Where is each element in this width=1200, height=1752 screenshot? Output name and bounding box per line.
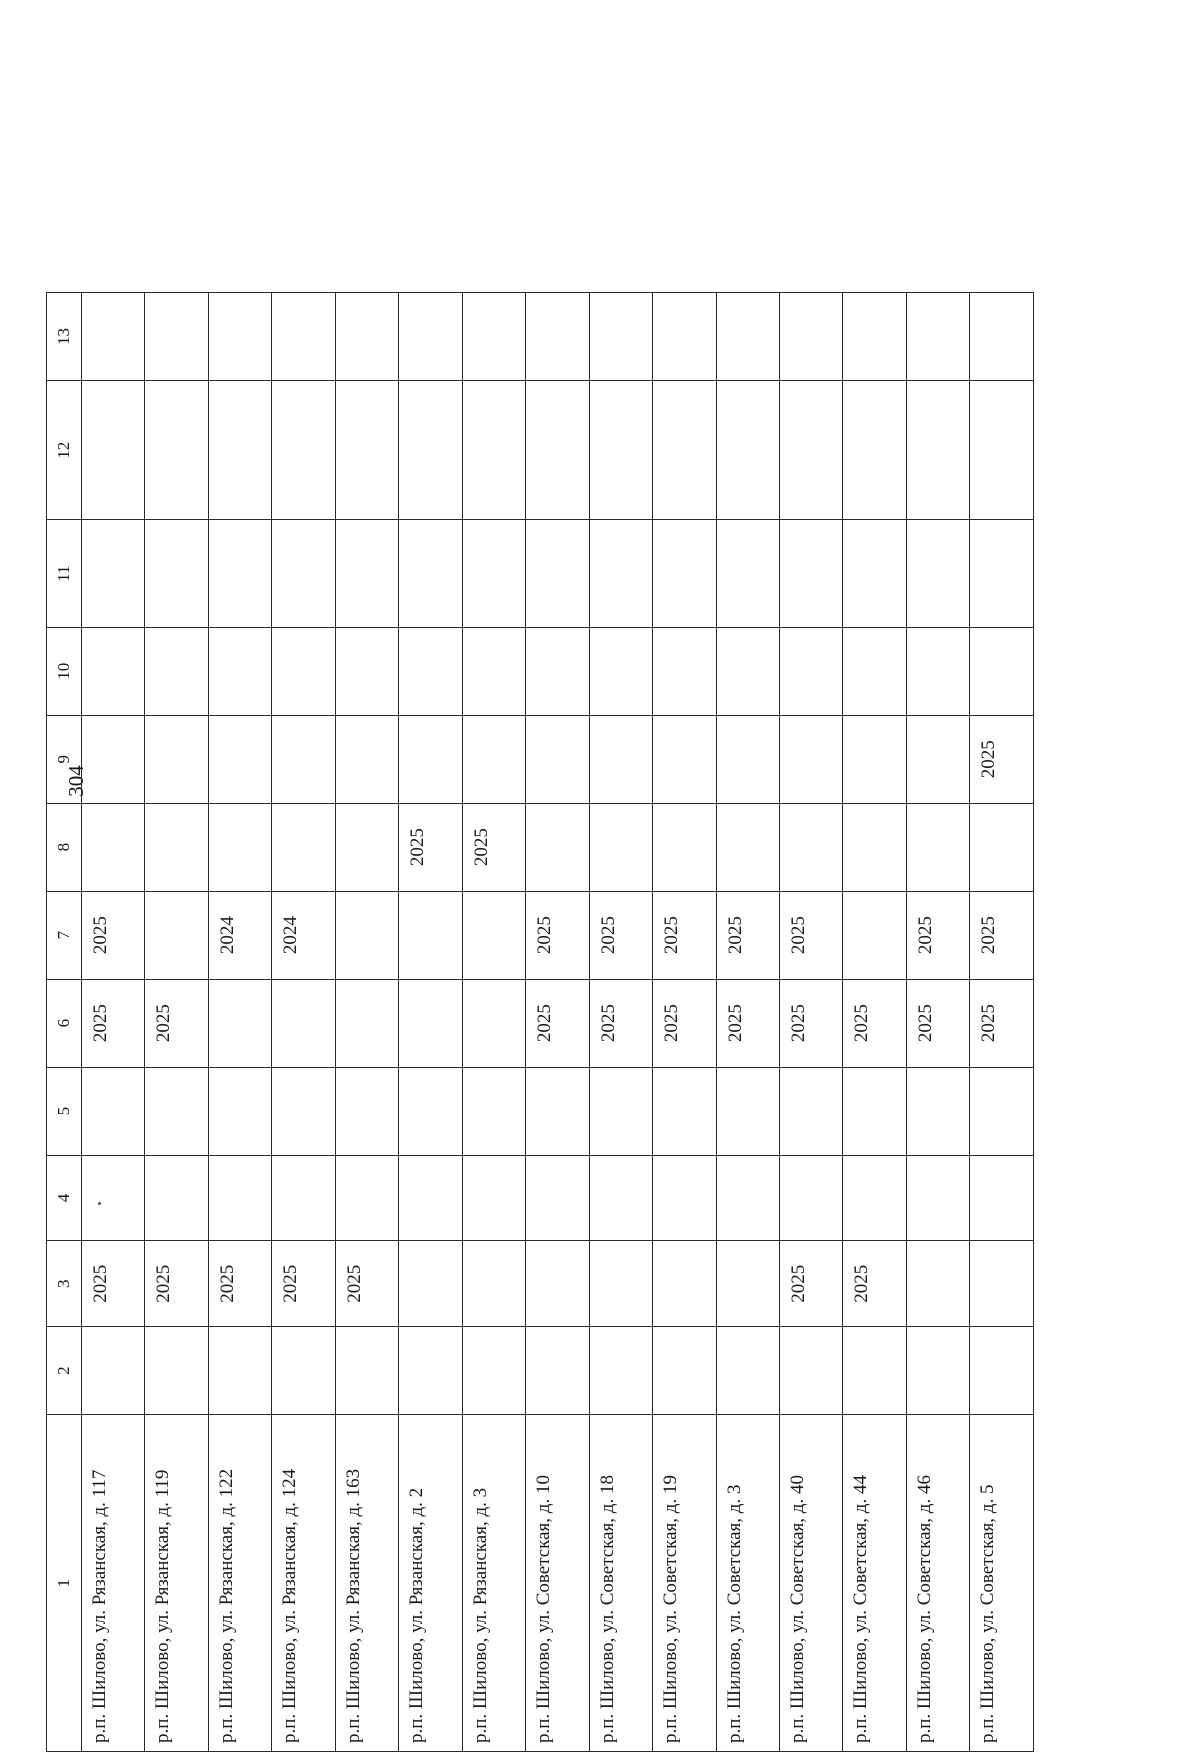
header-row <box>47 293 82 1752</box>
year-cell-col-13 <box>906 293 969 381</box>
year-cell-col-11 <box>589 520 652 627</box>
year-cell-col-8 <box>653 803 716 891</box>
table-row <box>526 293 589 1752</box>
address-cell: р.п. Шилово, ул. Рязанская, д. 163 <box>335 1415 398 1752</box>
year-cell-col-10 <box>843 627 906 715</box>
column-header-3: 3 <box>47 1241 82 1327</box>
year-cell-col-2 <box>399 1327 462 1415</box>
year-cell-col-9 <box>335 715 398 803</box>
year-cell-col-12 <box>208 381 271 520</box>
year-cell-col-11 <box>145 520 208 627</box>
year-cell-col-12 <box>906 381 969 520</box>
year-cell-col-10 <box>399 627 462 715</box>
year-cell-col-13 <box>716 293 779 381</box>
year-cell-col-9 <box>82 715 145 803</box>
table-row <box>208 293 271 1752</box>
year-cell-col-6: 2025 <box>82 979 145 1067</box>
year-cell-col-3 <box>589 1241 652 1327</box>
year-cell-col-5 <box>653 1067 716 1155</box>
year-cell-col-11 <box>82 520 145 627</box>
year-cell-col-4 <box>653 1155 716 1241</box>
year-cell-col-8: 2025 <box>399 803 462 891</box>
year-cell-col-2 <box>906 1327 969 1415</box>
year-cell-col-6 <box>208 979 271 1067</box>
year-cell-col-5 <box>970 1067 1034 1155</box>
year-cell-col-7: 2025 <box>589 891 652 979</box>
column-header-12: 12 <box>47 381 82 520</box>
address-cell: р.п. Шилово, ул. Советская, д. 44 <box>843 1415 906 1752</box>
year-cell-col-3: 2025 <box>145 1241 208 1327</box>
year-cell-col-4 <box>526 1155 589 1241</box>
year-cell-col-2 <box>208 1327 271 1415</box>
year-cell-col-3 <box>526 1241 589 1327</box>
address-cell: р.п. Шилово, ул. Советская, д. 5 <box>970 1415 1034 1752</box>
year-cell-col-3 <box>716 1241 779 1327</box>
year-cell-col-7: 2025 <box>906 891 969 979</box>
year-cell-col-8 <box>526 803 589 891</box>
year-cell-col-10 <box>526 627 589 715</box>
year-cell-col-3: 2025 <box>272 1241 335 1327</box>
year-cell-col-12 <box>779 381 842 520</box>
year-cell-col-3: 2025 <box>208 1241 271 1327</box>
year-cell-col-13 <box>272 293 335 381</box>
table-row <box>399 293 462 1752</box>
year-cell-col-4 <box>589 1155 652 1241</box>
year-cell-col-6: 2025 <box>526 979 589 1067</box>
year-cell-col-2 <box>843 1327 906 1415</box>
year-cell-col-3 <box>653 1241 716 1327</box>
year-cell-col-11 <box>653 520 716 627</box>
column-header-2: 2 <box>47 1327 82 1415</box>
table-row <box>272 293 335 1752</box>
year-cell-col-11 <box>716 520 779 627</box>
year-cell-col-11 <box>335 520 398 627</box>
year-cell-col-8 <box>716 803 779 891</box>
year-cell-col-8 <box>335 803 398 891</box>
address-cell: р.п. Шилово, ул. Рязанская, д. 117 <box>82 1415 145 1752</box>
year-cell-col-5 <box>843 1067 906 1155</box>
year-cell-col-13 <box>589 293 652 381</box>
year-cell-col-11 <box>843 520 906 627</box>
year-cell-col-13 <box>145 293 208 381</box>
year-cell-col-10 <box>462 627 525 715</box>
year-cell-col-12 <box>526 381 589 520</box>
address-cell: р.п. Шилово, ул. Советская, д. 19 <box>653 1415 716 1752</box>
column-header-1: 1 <box>47 1415 82 1752</box>
year-cell-col-12 <box>82 381 145 520</box>
year-cell-col-12 <box>653 381 716 520</box>
year-cell-col-4 <box>82 1155 145 1241</box>
year-cell-col-5 <box>145 1067 208 1155</box>
year-cell-col-2 <box>526 1327 589 1415</box>
year-cell-col-10 <box>272 627 335 715</box>
address-cell: р.п. Шилово, ул. Рязанская, д. 124 <box>272 1415 335 1752</box>
year-cell-col-5 <box>779 1067 842 1155</box>
year-cell-col-13 <box>653 293 716 381</box>
table-row <box>145 293 208 1752</box>
year-cell-col-13 <box>526 293 589 381</box>
year-cell-col-9 <box>716 715 779 803</box>
year-cell-col-13 <box>335 293 398 381</box>
year-cell-col-2 <box>653 1327 716 1415</box>
schedule-table <box>46 292 1034 1752</box>
year-cell-col-6 <box>462 979 525 1067</box>
column-header-11: 11 <box>47 520 82 627</box>
year-cell-col-11 <box>906 520 969 627</box>
table-row <box>335 293 398 1752</box>
year-cell-col-12 <box>462 381 525 520</box>
year-cell-col-12 <box>335 381 398 520</box>
year-cell-col-3 <box>906 1241 969 1327</box>
year-cell-col-8 <box>970 803 1034 891</box>
year-cell-col-7: 2024 <box>208 891 271 979</box>
year-cell-col-3 <box>399 1241 462 1327</box>
year-cell-col-3: 2025 <box>335 1241 398 1327</box>
address-cell: р.п. Шилово, ул. Советская, д. 3 <box>716 1415 779 1752</box>
year-cell-col-4 <box>335 1155 398 1241</box>
column-header-4: 4 <box>47 1155 82 1241</box>
address-cell: р.п. Шилово, ул. Рязанская, д. 2 <box>399 1415 462 1752</box>
year-cell-col-7: 2025 <box>779 891 842 979</box>
year-cell-col-6 <box>399 979 462 1067</box>
year-cell-col-13 <box>462 293 525 381</box>
year-cell-col-13 <box>970 293 1034 381</box>
year-cell-col-10 <box>335 627 398 715</box>
year-cell-col-4 <box>906 1155 969 1241</box>
column-header-9: 9 <box>47 715 82 803</box>
year-cell-col-6: 2025 <box>716 979 779 1067</box>
year-cell-col-6: 2025 <box>589 979 652 1067</box>
year-cell-col-13 <box>843 293 906 381</box>
year-cell-col-8 <box>843 803 906 891</box>
year-cell-col-13 <box>399 293 462 381</box>
address-cell: р.п. Шилово, ул. Советская, д. 46 <box>906 1415 969 1752</box>
year-cell-col-9: 2025 <box>970 715 1034 803</box>
table-body <box>82 293 1034 1752</box>
address-cell: р.п. Шилово, ул. Рязанская, д. 122 <box>208 1415 271 1752</box>
year-cell-col-9 <box>462 715 525 803</box>
year-cell-col-13 <box>779 293 842 381</box>
year-cell-col-12 <box>272 381 335 520</box>
year-cell-col-10 <box>145 627 208 715</box>
column-header-5: 5 <box>47 1067 82 1155</box>
address-cell: р.п. Шилово, ул. Советская, д. 10 <box>526 1415 589 1752</box>
year-cell-col-9 <box>779 715 842 803</box>
year-cell-col-3: 2025 <box>779 1241 842 1327</box>
year-cell-col-5 <box>208 1067 271 1155</box>
year-cell-col-5 <box>399 1067 462 1155</box>
table-container <box>46 292 1034 1752</box>
address-cell: р.п. Шилово, ул. Советская, д. 18 <box>589 1415 652 1752</box>
year-cell-col-7 <box>462 891 525 979</box>
year-cell-col-2 <box>589 1327 652 1415</box>
year-cell-col-5 <box>82 1067 145 1155</box>
year-cell-col-8: 2025 <box>462 803 525 891</box>
year-cell-col-7: 2025 <box>970 891 1034 979</box>
table-row <box>906 293 969 1752</box>
year-cell-col-2 <box>272 1327 335 1415</box>
year-cell-col-5 <box>716 1067 779 1155</box>
year-cell-col-4 <box>145 1155 208 1241</box>
year-cell-col-7: 2025 <box>82 891 145 979</box>
year-cell-col-4 <box>208 1155 271 1241</box>
year-cell-col-6 <box>335 979 398 1067</box>
year-cell-col-2 <box>462 1327 525 1415</box>
year-cell-col-8 <box>906 803 969 891</box>
table-row <box>589 293 652 1752</box>
column-header-6: 6 <box>47 979 82 1067</box>
page-number: 304 <box>64 765 88 797</box>
year-cell-col-7: 2025 <box>526 891 589 979</box>
year-cell-col-6: 2025 <box>145 979 208 1067</box>
table-row <box>462 293 525 1752</box>
year-cell-col-4 <box>272 1155 335 1241</box>
year-cell-col-8 <box>145 803 208 891</box>
year-cell-col-11 <box>779 520 842 627</box>
table-row <box>653 293 716 1752</box>
table-row <box>970 293 1034 1752</box>
year-cell-col-6: 2025 <box>906 979 969 1067</box>
year-cell-col-3 <box>970 1241 1034 1327</box>
year-cell-col-10 <box>208 627 271 715</box>
year-cell-col-9 <box>145 715 208 803</box>
year-cell-col-7: 2024 <box>272 891 335 979</box>
column-header-10: 10 <box>47 627 82 715</box>
address-cell: р.п. Шилово, ул. Рязанская, д. 3 <box>462 1415 525 1752</box>
year-cell-col-10 <box>779 627 842 715</box>
year-cell-col-9 <box>399 715 462 803</box>
year-cell-col-11 <box>272 520 335 627</box>
year-cell-col-4 <box>462 1155 525 1241</box>
year-cell-col-8 <box>779 803 842 891</box>
address-cell: р.п. Шилово, ул. Советская, д. 40 <box>779 1415 842 1752</box>
column-header-7: 7 <box>47 891 82 979</box>
year-cell-col-12 <box>399 381 462 520</box>
year-cell-col-5 <box>906 1067 969 1155</box>
year-cell-col-2 <box>335 1327 398 1415</box>
year-cell-col-5 <box>272 1067 335 1155</box>
year-cell-col-9 <box>653 715 716 803</box>
year-cell-col-13 <box>82 293 145 381</box>
year-cell-col-3: 2025 <box>82 1241 145 1327</box>
year-cell-col-7 <box>335 891 398 979</box>
year-cell-col-6: 2025 <box>843 979 906 1067</box>
year-cell-col-11 <box>399 520 462 627</box>
year-cell-col-5 <box>462 1067 525 1155</box>
year-cell-col-6: 2025 <box>779 979 842 1067</box>
year-cell-col-8 <box>589 803 652 891</box>
year-cell-col-7: 2025 <box>653 891 716 979</box>
year-cell-col-10 <box>82 627 145 715</box>
year-cell-col-5 <box>589 1067 652 1155</box>
column-header-13: 13 <box>47 293 82 381</box>
year-cell-col-4 <box>970 1155 1034 1241</box>
year-cell-col-13 <box>208 293 271 381</box>
year-cell-col-12 <box>970 381 1034 520</box>
year-cell-col-10 <box>716 627 779 715</box>
year-cell-col-4 <box>716 1155 779 1241</box>
year-cell-col-6: 2025 <box>970 979 1034 1067</box>
column-header-8: 8 <box>47 803 82 891</box>
year-cell-col-5 <box>335 1067 398 1155</box>
year-cell-col-2 <box>82 1327 145 1415</box>
table-row <box>843 293 906 1752</box>
year-cell-col-7 <box>145 891 208 979</box>
year-cell-col-3 <box>462 1241 525 1327</box>
table-row <box>716 293 779 1752</box>
year-cell-col-12 <box>843 381 906 520</box>
year-cell-col-7: 2025 <box>716 891 779 979</box>
year-cell-col-11 <box>526 520 589 627</box>
year-cell-col-10 <box>906 627 969 715</box>
table-row <box>779 293 842 1752</box>
year-cell-col-8 <box>82 803 145 891</box>
year-cell-col-11 <box>208 520 271 627</box>
year-cell-col-9 <box>272 715 335 803</box>
year-cell-col-10 <box>970 627 1034 715</box>
year-cell-col-7 <box>843 891 906 979</box>
year-cell-col-8 <box>208 803 271 891</box>
year-cell-col-10 <box>589 627 652 715</box>
year-cell-col-7 <box>399 891 462 979</box>
year-cell-col-2 <box>716 1327 779 1415</box>
year-cell-col-3: 2025 <box>843 1241 906 1327</box>
address-cell: р.п. Шилово, ул. Рязанская, д. 119 <box>145 1415 208 1752</box>
year-cell-col-8 <box>272 803 335 891</box>
year-cell-col-4 <box>399 1155 462 1241</box>
year-cell-col-6: 2025 <box>653 979 716 1067</box>
year-cell-col-12 <box>716 381 779 520</box>
year-cell-col-9 <box>843 715 906 803</box>
table-row <box>82 293 145 1752</box>
year-cell-col-2 <box>779 1327 842 1415</box>
year-cell-col-9 <box>589 715 652 803</box>
year-cell-col-9 <box>208 715 271 803</box>
year-cell-col-12 <box>589 381 652 520</box>
year-cell-col-9 <box>906 715 969 803</box>
year-cell-col-4 <box>843 1155 906 1241</box>
year-cell-col-2 <box>970 1327 1034 1415</box>
year-cell-col-2 <box>145 1327 208 1415</box>
year-cell-col-4 <box>779 1155 842 1241</box>
year-cell-col-6 <box>272 979 335 1067</box>
year-cell-col-12 <box>145 381 208 520</box>
year-cell-col-11 <box>970 520 1034 627</box>
year-cell-col-10 <box>653 627 716 715</box>
year-cell-col-11 <box>462 520 525 627</box>
year-cell-col-5 <box>526 1067 589 1155</box>
year-cell-col-9 <box>526 715 589 803</box>
